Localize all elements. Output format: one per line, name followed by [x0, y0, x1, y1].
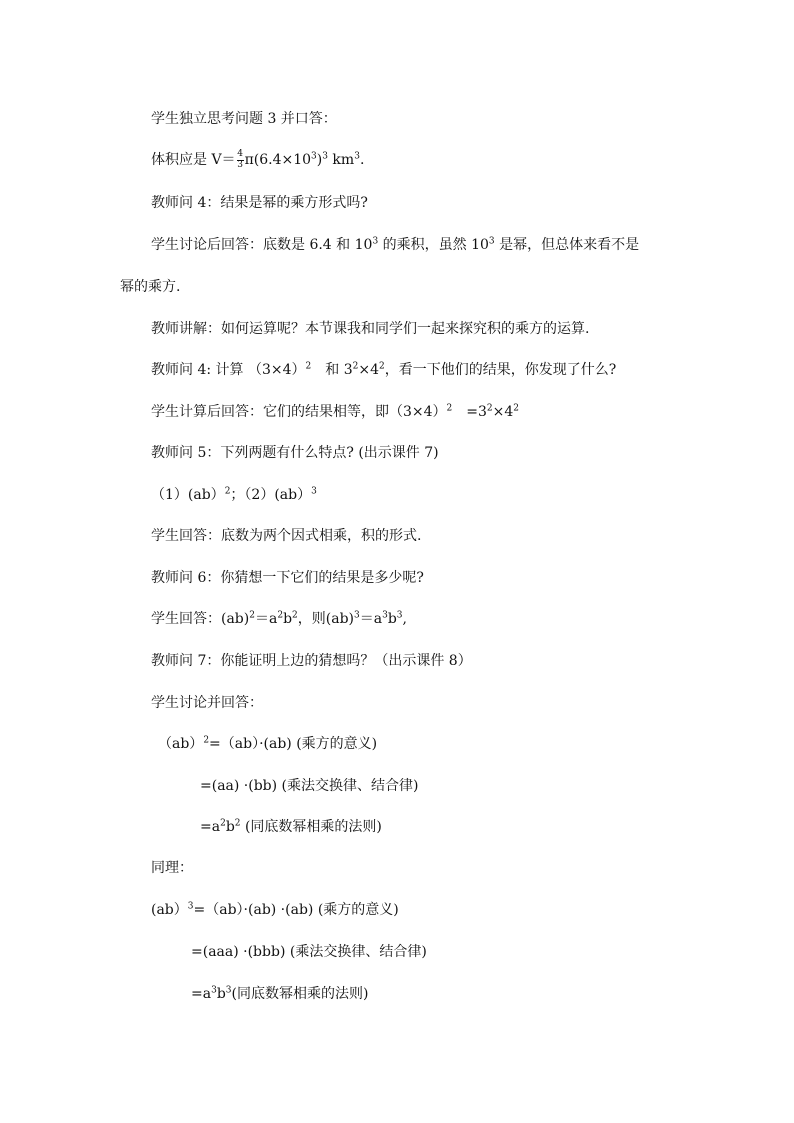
equation-line: (ab）$^3$=（ab）·(ab) ·(ab) (乘方的意义)	[151, 901, 399, 918]
equation-line: =(aa) ·(bb) (乘法交换律、结合律)	[200, 778, 419, 794]
volume-formula-line: 体积应是 V＝ $\frac{4}{3}$ $\pi(6.4\times 10^3)^3$ $km^3$.	[151, 149, 365, 170]
text-line: 教师问 5：下列两题有什么特点? (出示课件 7)	[151, 445, 439, 461]
text-line: 学生计算后回答：它们的结果相等，即$(3\times 4)^2$ $=3^2\times 4^2$	[151, 403, 520, 420]
text-line: 学生讨论后回答：底数是 6.4 和 $10^3$ 的乘积，虽然 $10^3$ 是幂，但总体来看不是	[151, 236, 640, 253]
text-line: 教师讲解：如何运算呢？本节课我和同学们一起来探究积的乘方的运算.	[151, 321, 590, 337]
text-line: 同理：	[151, 860, 193, 876]
equation-line: $=a^2b^2$ (同底数幂相乘的法则)	[200, 818, 382, 835]
equation-line: （ab）$^2$=（ab）·(ab) (乘方的意义)	[158, 735, 378, 752]
fraction: $\frac{4}{3}$	[237, 149, 243, 170]
text-line: 学生讨论并回答：	[151, 695, 263, 711]
text-line: 教师问 7：你能证明上边的猜想吗？（出示课件 8）	[151, 653, 472, 669]
equation-line: $=a^3b^3$(同底数幂相乘的法则)	[191, 985, 369, 1002]
text-line: 教师问 6：你猜想一下它们的结果是多少呢?	[151, 570, 424, 586]
text-line: 学生独立思考问题 3 并口答：	[151, 111, 337, 127]
text-line: 学生回答：底数为两个因式相乘，积的形式.	[151, 528, 422, 544]
equation-line: =(aaa) ·(bbb) (乘法交换律、结合律)	[191, 944, 427, 960]
text-line: （1）(ab）$^2$；（2）(ab）$^3$	[151, 486, 317, 503]
text-line: 学生回答：$(ab)^2=a^2b^2$，则$(ab)^3=a^3b^3$,	[151, 610, 407, 627]
text-line: 幂的乘方.	[120, 279, 181, 295]
text-line: 教师问 4：结果是幂的乘方形式吗?	[151, 195, 368, 211]
text-line: 教师问 4: 计算 $(3\times 4)^2$ 和 $3^2\times 4^2$，看一下他们的结果，你发现了什么?	[151, 361, 617, 378]
